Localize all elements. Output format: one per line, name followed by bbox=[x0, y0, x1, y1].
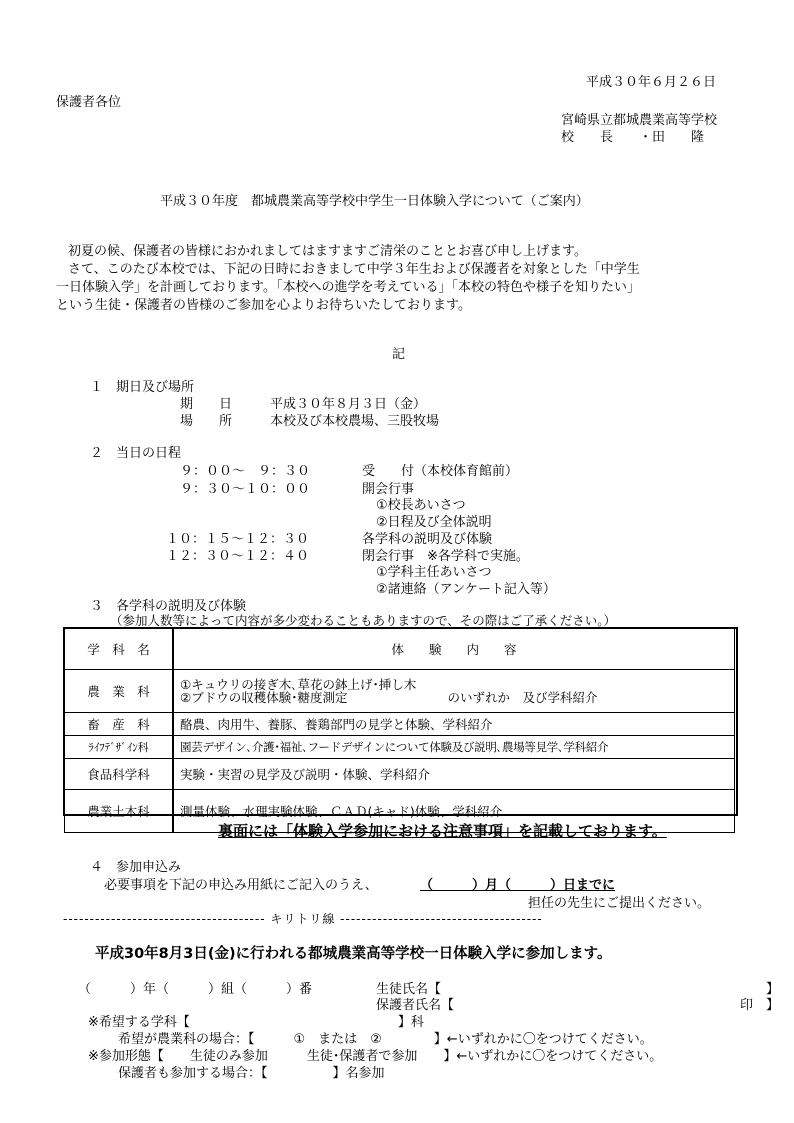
schedule-time: １０：１５～１２：３０ bbox=[166, 532, 310, 547]
table-header-name: 学 科 名 bbox=[65, 629, 174, 670]
dept-content-line: ①キュウリの接ぎ木､草花の鉢上げ･挿し木 bbox=[180, 677, 417, 692]
schedule-time: １２：３０～１２：４０ bbox=[166, 549, 310, 564]
schedule-event: 開会行事 bbox=[362, 482, 415, 497]
schedule-time: ９：３０～１０：００ bbox=[180, 482, 311, 497]
dept-name: 農業土木科 bbox=[65, 790, 174, 833]
ki-mark: 記 bbox=[392, 347, 406, 362]
dept-name: 畜 産 科 bbox=[65, 713, 174, 736]
guardian-name-field[interactable]: 保護者氏名【 印 】 bbox=[376, 998, 780, 1013]
body-line-3: 一日体験入学」を計画しております。「本校への進学を考えている」「本校の特色や様子を知りたい」 bbox=[56, 280, 640, 295]
table-row bbox=[65, 713, 735, 736]
dept-name: 食品科学科 bbox=[65, 759, 174, 790]
agriculture-option-field[interactable]: 希望が農業科の場合：【 ① または ② 】←いずれかに〇をつけてください。 bbox=[118, 1032, 653, 1047]
schedule-event: ②諸連絡（アンケート記入等） bbox=[376, 582, 556, 597]
schedule-time: ９：００～ ９：３０ bbox=[180, 464, 311, 479]
student-name-field[interactable]: 生徒氏名【 】 bbox=[376, 982, 780, 997]
section1-heading: １ 期日及び場所 bbox=[90, 380, 195, 395]
submit-instruction: 担任の先生にご提出ください。 bbox=[528, 896, 711, 911]
class-line[interactable]: （ ）年（ ）組（ ）番 bbox=[78, 982, 313, 997]
deadline-text: 必要事項を下記の申込み用紙にご記入のうえ、 bbox=[104, 878, 378, 893]
dept-content bbox=[173, 670, 735, 713]
body-line-4: という生徒・保護者の皆様のご参加を心よりお待ちいたしております。 bbox=[56, 298, 471, 313]
section2-heading: ２ 当日の日程 bbox=[90, 446, 182, 461]
schedule-event: 受 付（本校体育館前） bbox=[362, 464, 519, 479]
schedule-event: ①学科主任あいさつ bbox=[376, 565, 492, 580]
dept-name: 農 業 科 bbox=[65, 670, 174, 713]
addressee: 保護者各位 bbox=[56, 95, 122, 110]
schedule-event: ②日程及び全体説明 bbox=[376, 515, 492, 530]
body-line-2: さて、このたび本校では、下記の日時におきまして中学３年生および保護者を対象とした「中学生 bbox=[68, 262, 640, 277]
date-value: 平成３０年８月３日（金） bbox=[270, 397, 427, 412]
dept-content: 園芸デザイン､介護･福祉､フードデザインについて体験及び説明､農場等見学､学科紹介 bbox=[173, 736, 735, 759]
form-title: 平成30年8月3日(金)に行われる都城農業高等学校一日体験入学に参加します。 bbox=[95, 946, 612, 962]
table-row bbox=[65, 736, 735, 759]
principal-name: 校 長 ・田 隆 bbox=[561, 130, 705, 145]
schedule-event: 各学科の説明及び体験 bbox=[362, 532, 493, 547]
back-notice: 裏面には「体験入学参加における注意事項」を記載しております。 bbox=[218, 822, 667, 840]
dept-content: 測量体験、水理実験体験、ＣＡＤ(キャド)体験、学科紹介 bbox=[173, 790, 735, 833]
place-label: 場 所 bbox=[180, 414, 233, 429]
dept-content-line: ②ブドウの収穫体験･糖度測定 のいずれか 及び学科紹介 bbox=[180, 690, 598, 705]
guardian-count-field[interactable]: 保護者も参加する場合：【 】名参加 bbox=[118, 1066, 385, 1081]
section3-note: （参加人数等によって内容が多少変わることもありますので、その際はご了承ください。） bbox=[110, 613, 617, 628]
section4-heading: ４ 参加申込み bbox=[90, 860, 182, 875]
deadline-date: （ ）月（ ）日までに bbox=[420, 878, 616, 893]
department-table bbox=[64, 628, 735, 833]
section3-heading: ３ 各学科の説明及び体験 bbox=[90, 599, 247, 614]
document-title: 平成３０年度 都城農業高等学校中学生一日体験入学について（ご案内） bbox=[160, 194, 589, 209]
table-row bbox=[65, 759, 735, 790]
schedule-event: ①校長あいさつ bbox=[376, 498, 466, 513]
cut-line: -------------------------------------- キリトリ線 -------------------------------------- bbox=[63, 912, 543, 926]
place-value: 本校及び本校農場、三股牧場 bbox=[270, 414, 440, 429]
dept-name: ﾗｲﾌﾃﾞｻﾞｲﾝ科 bbox=[65, 736, 174, 759]
date-label: 期 日 bbox=[180, 397, 233, 412]
schedule-event: 閉会行事 ※各学科で実施。 bbox=[362, 549, 529, 564]
table-row bbox=[65, 670, 735, 713]
body-line-1: 初夏の候、保護者の皆様におかれましてはますますご清栄のこととお喜び申し上げます。 bbox=[68, 244, 587, 259]
school-name: 宮崎県立都城農業高等学校 bbox=[561, 113, 718, 128]
table-header-content: 体 験 内 容 bbox=[173, 629, 735, 670]
dept-content: 実験・実習の見学及び説明・体験、学科紹介 bbox=[173, 759, 735, 790]
department-field[interactable]: ※希望する学科【 】科 bbox=[88, 1015, 424, 1030]
document-date: 平成３０年６月２６日 bbox=[586, 75, 717, 90]
dept-content: 酪農、肉用牛、養豚、養鶏部門の見学と体験、学科紹介 bbox=[173, 713, 735, 736]
participation-type-field[interactable]: ※参加形態【 生徒のみ参加 生徒･保護者で参加 】←いずれかに〇をつけてください。 bbox=[88, 1049, 663, 1064]
